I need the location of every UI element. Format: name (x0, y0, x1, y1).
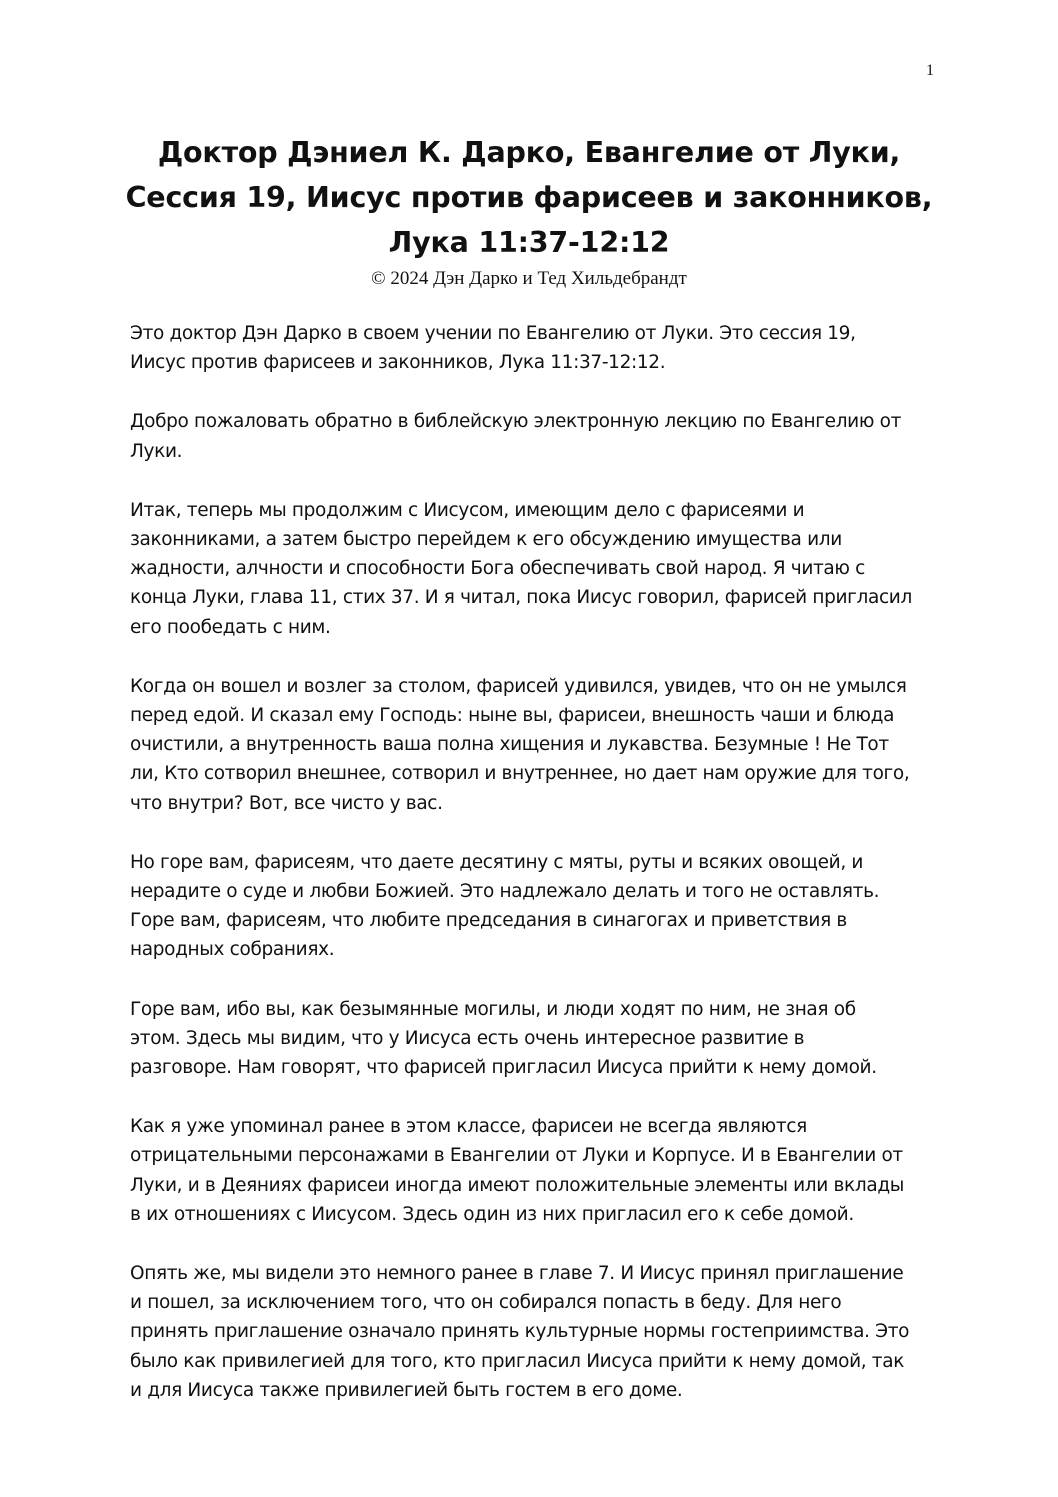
page-number: 1 (926, 62, 934, 79)
text-line: Луки, и в Деяниях фарисеи иногда имеют положительные элементы или вклады (130, 1174, 905, 1196)
document-header (100, 130, 958, 292)
paragraph-2 (130, 407, 930, 465)
document-body (130, 319, 930, 1435)
text-line: нерадите о суде и любви Божией. Это надлежало делать и того не оставлять. (130, 881, 880, 903)
text-line: перед едой. И сказал ему Господь: ныне вы, фарисеи, внешность чаши и блюда (130, 705, 895, 727)
text-line: конца Луки, глава 11, стих 37. И я читал, пока Иисус говорил, фарисей пригласил (130, 587, 912, 609)
text-line: Как я уже упоминал ранее в этом классе, фарисеи не всегда являются (130, 1116, 807, 1138)
copyright-notice: © 2024 Дэн Дарко и Тед Хильдебрандт (371, 268, 687, 289)
text-line: разговоре. Нам говорят, что фарисей пригласил Иисуса прийти к нему домой. (130, 1057, 877, 1079)
paragraph-3 (130, 496, 930, 642)
document-title-line-3: Лука 11:37-12:12 (388, 226, 670, 259)
text-line: в их отношениях с Иисусом. Здесь один из них пригласил его к себе домой. (130, 1203, 854, 1225)
document-title-line-1: Доктор Дэниел К. Дарко, Евангелие от Луки, (157, 136, 901, 169)
text-line: очистили, а внутренность ваша полна хищения и лукавства. Безумные ! Не Тот (130, 734, 889, 756)
text-line: принять приглашение означало принять культурные нормы гостеприимства. Это (130, 1321, 910, 1343)
text-line: его пообедать с ним. (130, 616, 331, 638)
text-line: что внутри? Вот, все чисто у вас. (130, 792, 443, 814)
paragraph-8 (130, 1259, 930, 1405)
paragraph-4 (130, 672, 930, 818)
text-line: Иисус против фарисеев и законников, Лука 11:37-12:12. (130, 352, 666, 374)
text-line: жадности, алчности и способности Бога обеспечивать свой народ. Я читаю с (130, 558, 865, 580)
text-line: Когда он вошел и возлег за столом, фарисей удивился, увидев, что он не умылся (130, 675, 907, 697)
text-line: и для Иисуса также привилегией быть гостем в его доме. (130, 1379, 683, 1401)
text-line: Итак, теперь мы продолжим с Иисусом, имеющим дело с фарисеями и (130, 499, 805, 521)
text-line: ли, Кто сотворил внешнее, сотворил и внутреннее, но дает нам оружие для того, (130, 763, 910, 785)
text-line: Добро пожаловать обратно в библейскую электронную лекцию по Евангелию от (130, 411, 901, 433)
text-line: Луки. (130, 440, 183, 462)
text-line: отрицательными персонажами в Евангелии от Луки и Корпусе. И в Евангелии от (130, 1145, 903, 1167)
text-line: Но горе вам, фарисеям, что даете десятину с мяты, руты и всяких овощей, и (130, 851, 864, 873)
text-line: этом. Здесь мы видим, что у Иисуса есть очень интересное развитие в (130, 1027, 805, 1049)
text-line: Горе вам, фарисеям, что любите председания в синагогах и приветствия в (130, 910, 847, 932)
text-line: Это доктор Дэн Дарко в своем учении по Евангелию от Луки. Это сессия 19, (130, 323, 856, 344)
paragraph-1 (130, 319, 930, 377)
text-line: Горе вам, ибо вы, как безымянные могилы, и люди ходят по ним, не зная об (130, 998, 856, 1020)
document-title-line-2: Сессия 19, Иисус против фарисеев и законников, (125, 181, 933, 214)
paragraph-5 (130, 848, 930, 965)
text-line: Опять же, мы видели это немного ранее в главе 7. И Иисус принял приглашение (130, 1263, 904, 1285)
text-line: народных собраниях. (130, 939, 335, 961)
text-line: было как привилегией для того, кто пригласил Иисуса прийти к нему домой, так (130, 1350, 905, 1372)
text-line: законниками, а затем быстро перейдем к его обсуждению имущества или (130, 529, 842, 551)
paragraph-7 (130, 1112, 930, 1229)
text-line: и пошел, за исключением того, что он собирался попасть в беду. Для него (130, 1292, 842, 1314)
paragraph-6 (130, 995, 930, 1083)
